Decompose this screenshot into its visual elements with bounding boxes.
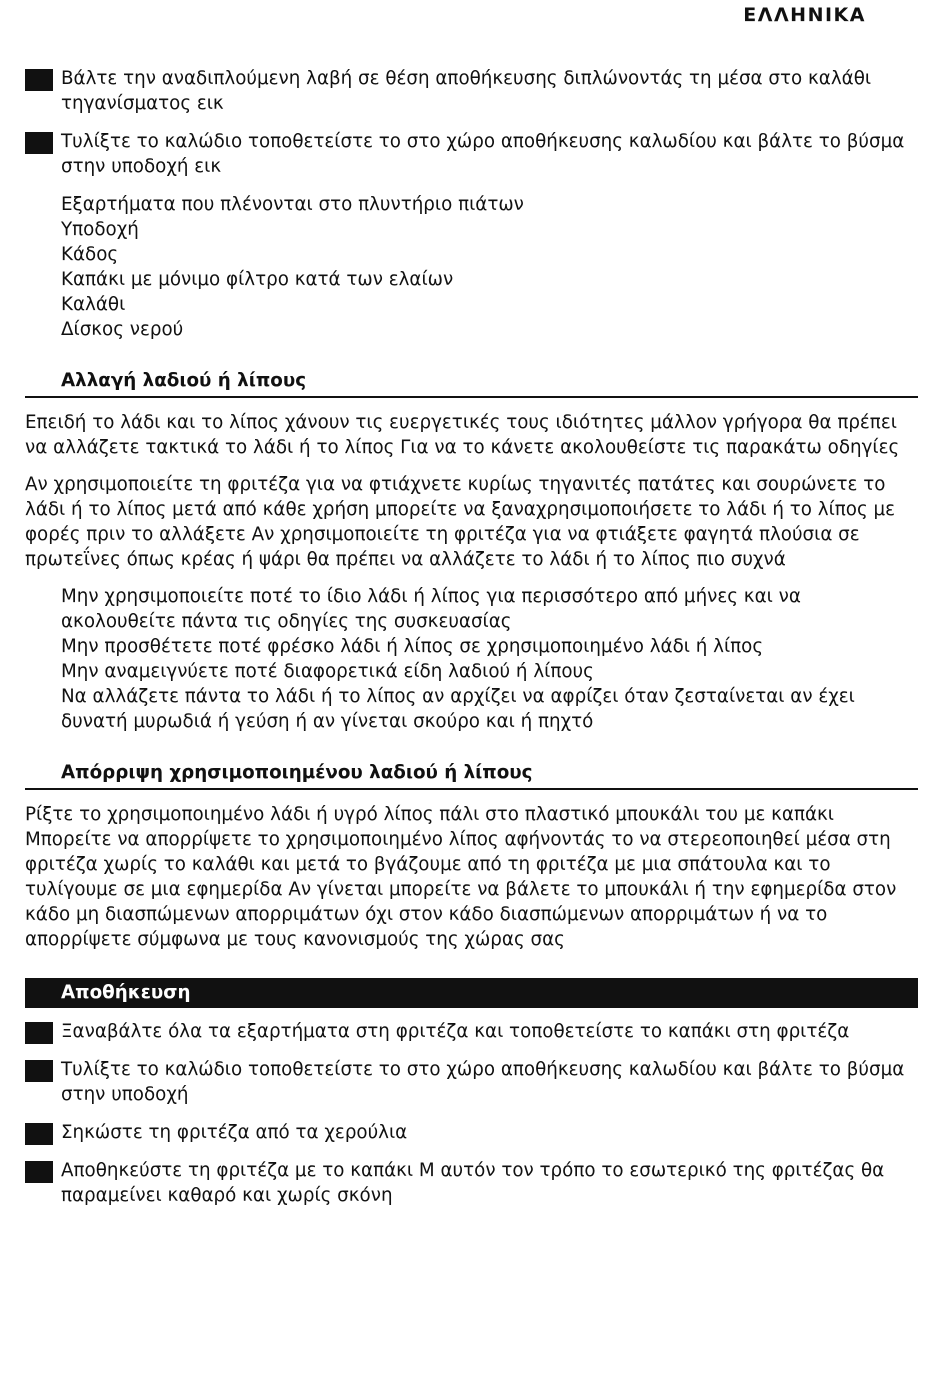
step-text: Τυλίξτε το καλώδιο τοποθετείστε το στο χώρο αποθήκευσης καλωδίου και βάλτε το βύσμα στην υποδοχή — [61, 1059, 905, 1105]
intro-step — [25, 66, 918, 116]
list-item: Κάδος — [61, 244, 119, 265]
step-number-box — [25, 1161, 53, 1183]
dishwasher-parts-list — [25, 192, 918, 342]
paragraph: Επειδή το λάδι και το λίπος χάνουν τις ευεργετικές τους ιδιότητες μάλλον γρήγορα θα πρέπει να αλλάζετε τακτικά το λάδι ή το λίπος Για να το κάνετε ακολουθείστε τις παρακάτω οδηγίες — [25, 412, 900, 458]
step-number-box — [25, 1022, 53, 1044]
storage-step — [25, 1158, 918, 1208]
step-number-box — [25, 1060, 53, 1082]
step-text: Σηκώστε τη φριτέζα από τα χερούλια — [61, 1122, 408, 1143]
step-number-box — [25, 1123, 53, 1145]
list-item: Δίσκος νερού — [61, 319, 184, 340]
document-body — [25, 66, 918, 1221]
step-number-box — [25, 69, 53, 91]
list-item: Εξαρτήματα που πλένονται στο πλυντήριο πιάτων — [61, 194, 524, 215]
list-item: Καλάθι — [61, 294, 126, 315]
storage-step — [25, 1057, 918, 1107]
oil-tips-list — [25, 584, 918, 734]
step-number-box — [25, 132, 53, 154]
step-text: Βάλτε την αναδιπλούμενη λαβή σε θέση αποθήκευσης διπλώνοντάς τη μέσα στο καλάθι τηγανίσματος εικ — [61, 68, 872, 114]
list-item: Μην αναμειγνύετε ποτέ διαφορετικά είδη λαδιού ή λίπους — [61, 661, 594, 682]
step-text: Αποθηκεύστε τη φριτέζα με το καπάκι Μ αυτόν τον τρόπο το εσωτερικό της φριτέζας θα παραμείνει καθαρό και χωρίς σκόνη — [61, 1160, 885, 1206]
list-item: Μην προσθέτετε ποτέ φρέσκο λάδι ή λίπος σε χρησιμοποιημένο λάδι ή λίπος — [61, 636, 764, 657]
paragraph: Ρίξτε το χρησιμοποιημένο λάδι ή υγρό λίπος πάλι στο πλαστικό μπουκάλι του με καπάκι Μπορείτε να απορρίψετε το χρησιμοποιημένο λίπος αφήνοντάς το να στερεοποιηθεί μέσα στη φριτέζα χωρίς το καλάθι και μετά το βγάζουμε από τη φριτέζα με μια σπάτουλα και το τυλίγουμε σε μια εφημερίδα Αν γίνεται μπορείτε να βάλετε το μπουκάλι ή την εφημερίδα στον κάδο μη διασπώμενων απορριμάτων όχι στον κάδο διασπώμενων απορριμάτων ή να το απορρίψετε σύμφωνα με τους κανονισμούς της χώρας σας — [25, 804, 897, 950]
page-language-label: ΕΛΛΗΝΙΚΑ — [743, 4, 866, 26]
step-text: Τυλίξτε το καλώδιο τοποθετείστε το στο χώρο αποθήκευσης καλωδίου και βάλτε το βύσμα στην υποδοχή εικ — [61, 131, 905, 177]
list-item: Μην χρησιμοποιείτε ποτέ το ίδιο λάδι ή λίπος για περισσότερο από μήνες και να ακολουθείτε πάντα τις οδηγίες της συσκευασίας — [61, 586, 801, 632]
list-item: Υποδοχή — [61, 219, 139, 240]
section-heading-oil-change: Αλλαγή λαδιού ή λίπους — [25, 368, 918, 398]
section-heading-disposal: Απόρριψη χρησιμοποιημένου λαδιού ή λίπους — [25, 760, 918, 790]
storage-step — [25, 1120, 918, 1145]
list-item: Να αλλάζετε πάντα το λάδι ή το λίπος αν αρχίζει να αφρίζει όταν ζεσταίνεται αν έχει δυνατή μυρωδιά ή γεύση ή αν γίνεται σκούρο και ή πηχτό — [61, 686, 855, 732]
section-heading-storage: Αποθήκευση — [25, 978, 918, 1008]
list-item: Καπάκι με μόνιμο φίλτρο κατά των ελαίων — [61, 269, 454, 290]
paragraph: Αν χρησιμοποιείτε τη φριτέζα για να φτιάχνετε κυρίως τηγανιτές πατάτες και σουρώνετε το λάδι ή το λίπος μετά από κάθε χρήση μπορείτε να ξαναχρησιμοποιήσετε το λάδι ή το λίπος με φορές πριν το αλλάξετε Αν χρησιμοποιείτε τη φριτέζα για να φτιάξετε φαγητά πλούσια σε πρωτεΐνες όπως κρέας ή ψάρι θα πρέπει να αλλάζετε το λάδι ή το λίπος πιο συχνά — [25, 474, 896, 570]
storage-step — [25, 1019, 918, 1044]
step-text: Ξαναβάλτε όλα τα εξαρτήματα στη φριτέζα και τοποθετείστε το καπάκι στη φριτέζα — [61, 1021, 850, 1042]
intro-step — [25, 129, 918, 179]
